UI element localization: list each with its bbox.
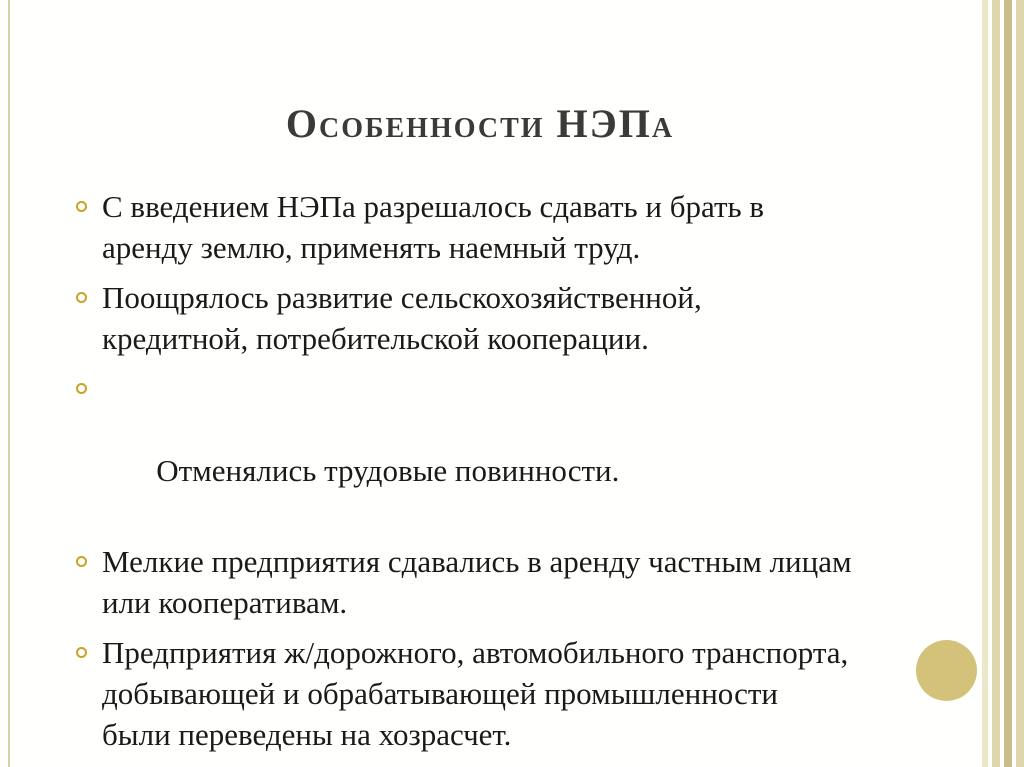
bullet-text: Поощрялось развитие сельскохозяйственной, кредитной, потребительской кооперации. (102, 280, 702, 356)
decorative-stripes (982, 0, 1024, 767)
bullet-text: Мелкие предприятия сдавались в аренду частным лицам или кооперативам. (102, 544, 852, 620)
slide-title: Особенности НЭПа (285, 101, 675, 146)
bullet-item (72, 277, 852, 359)
bullet-text: Отменялись трудовые повинности. (148, 453, 620, 488)
ring-bullet-icon (76, 383, 87, 394)
bullet-item (72, 368, 852, 532)
stripe (992, 0, 1000, 767)
bullet-item (72, 541, 852, 623)
bullet-list (72, 186, 852, 764)
stripe (1016, 0, 1024, 767)
decorative-circle-icon (916, 640, 977, 701)
ring-bullet-icon (76, 292, 87, 303)
ring-bullet-icon (76, 647, 87, 658)
bullet-text: С введением НЭПа разрешалось сдавать и брать в аренду землю, применять наемный труд. (102, 189, 765, 265)
slide-canvas (10, 0, 982, 767)
stripe (1004, 0, 1012, 767)
ring-bullet-icon (76, 556, 87, 567)
bullet-text: Предприятия ж/дорожного, автомобильного транспорта, добывающей и обрабатывающей промышленности были переведены на хозрасчет. (102, 635, 849, 752)
bullet-item (72, 186, 852, 268)
bullet-item (72, 632, 852, 755)
ring-bullet-icon (76, 201, 87, 212)
